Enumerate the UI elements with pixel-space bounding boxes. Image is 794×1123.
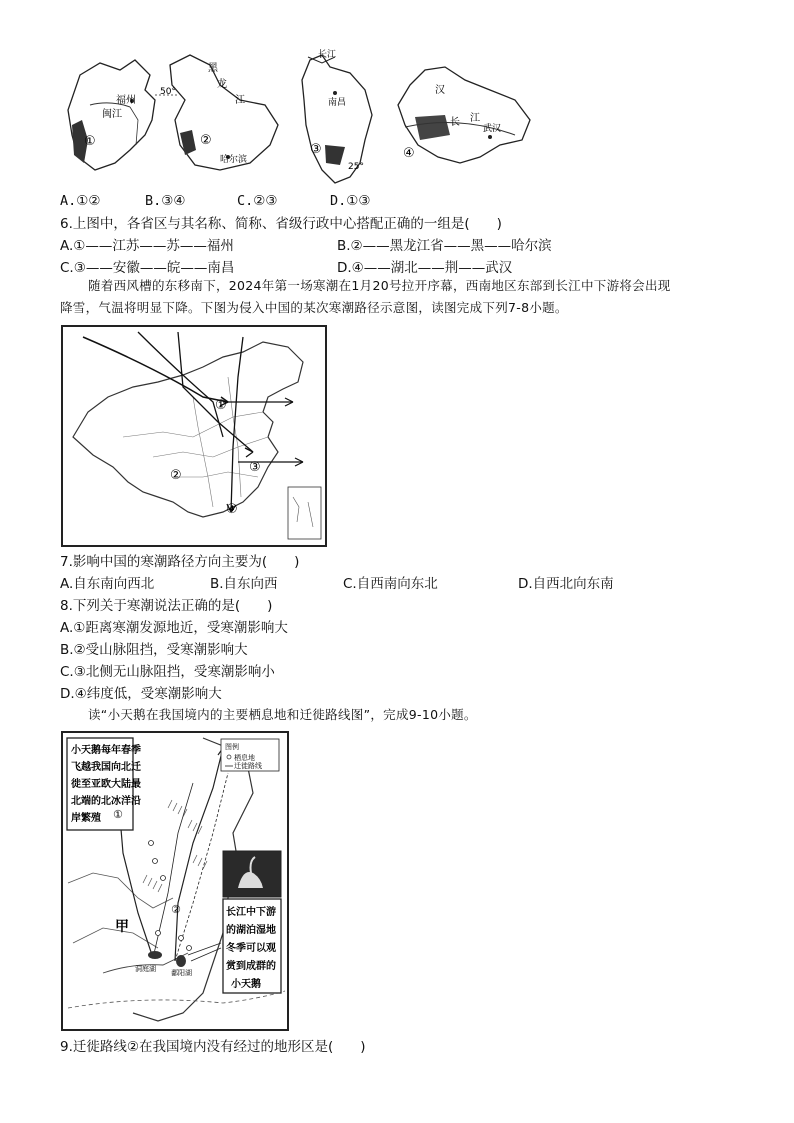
province-1-label-river: 闽江 (102, 109, 122, 120)
province-maps-svg (60, 45, 550, 190)
province-3-label-river: 长江 (318, 50, 337, 60)
q7-option-a: A.自东南向西北 (60, 576, 155, 592)
province-2-label-long: 龙 (217, 79, 227, 90)
intro-9-10: 读“小天鹅在我国境内的主要栖息地和迁徙路线图”，完成9-10小题。 (88, 707, 477, 722)
q7-stem: 7.影响中国的寒潮路径方向主要为( ) (60, 554, 300, 570)
swan-legend-title: 图例 (225, 743, 239, 751)
q7-option-c: C.自西南向东北 (343, 576, 438, 592)
swan-callout-bottom-line2: 的湖泊湿地 (226, 925, 276, 936)
province-3-label-lat: 25° (348, 162, 364, 172)
cold-wave-number-2: ② (170, 468, 182, 483)
cold-wave-number-3: ③ (249, 460, 261, 475)
q5-option-c: C.②③ (237, 193, 278, 209)
province-4-label-han: 汉 (435, 85, 445, 96)
swan-callout-top-line4: 北端的北冰洋沿 (71, 796, 141, 807)
swan-callout-bottom-line4: 赏到成群的 (226, 961, 276, 972)
swan-callout-bottom-line3: 冬季可以观 (226, 943, 276, 954)
swan-callout-bottom-line5: 小天鹅 (231, 979, 261, 990)
cold-wave-number-1: ① (215, 398, 227, 413)
province-3-label-capital: 南昌 (328, 98, 347, 108)
swan-lake-dongting: 洞庭湖 (135, 965, 156, 973)
swan-place-jia: 甲 (115, 919, 129, 935)
swan-migration-map (61, 731, 289, 1031)
province-2-label-jiang: 江 (235, 95, 245, 106)
q6-option-b: B.②——黑龙江省——黑——哈尔滨 (337, 238, 552, 254)
q5-option-a: A.①② (60, 193, 101, 209)
q6-stem: 6.上图中，各省区与其名称、简称、省级行政中心搭配正确的一组是( ) (60, 216, 502, 232)
province-4-number: ④ (403, 146, 415, 161)
swan-callout-top-line2: 飞越我国向北迁 (71, 762, 141, 773)
swan-photo (223, 851, 281, 897)
swan-route-number-2: ② (171, 903, 181, 916)
q8-option-a: A.①距离寒潮发源地近，受寒潮影响大 (60, 620, 288, 636)
province-map-3 (302, 49, 372, 183)
q7-option-d: D.自西北向东南 (518, 576, 614, 592)
province-2-label-lat: 50° (160, 87, 176, 97)
q6-option-c: C.③——安徽——皖——南昌 (60, 260, 235, 276)
province-2-number: ② (200, 133, 212, 148)
q7-option-b: B.自东向西 (210, 576, 278, 592)
cold-wave-map (61, 325, 327, 547)
swan-callout-bottom-line1: 长江中下游 (226, 907, 276, 918)
intro-7-8-line1: 随着西风槽的东移南下，2024年第一场寒潮在1月20号拉开序幕，西南地区东部到长江中下游将会出现 (88, 278, 671, 293)
q5-option-d: D.①③ (330, 193, 371, 209)
swan-route-number-1: ① (113, 808, 123, 821)
q8-option-d: D.④纬度低，受寒潮影响大 (60, 686, 222, 702)
swan-legend-habitat: 栖息地 (234, 754, 255, 762)
q8-option-b: B.②受山脉阻挡，受寒潮影响大 (60, 642, 248, 658)
swan-lake-poyang: 鄱阳湖 (171, 969, 192, 977)
q8-option-c: C.③北侧无山脉阻挡，受寒潮影响小 (60, 664, 275, 680)
province-4-label-jiang: 江 (470, 113, 480, 124)
province-3-number: ③ (310, 142, 322, 157)
province-2-label-hei: 黑 (208, 63, 218, 74)
swan-legend-route: 迁徙路线 (234, 762, 262, 770)
province-4-label-chang: 长 (450, 117, 460, 128)
province-maps-row (60, 45, 550, 190)
province-1-label-capital: 福州 (116, 95, 136, 106)
province-map-2 (155, 55, 278, 170)
swan-callout-top-line3: 徙至亚欧大陆最 (71, 779, 141, 790)
swan-callout-top-line1: 小天鹅每年春季 (71, 745, 141, 756)
q5-option-b: B.③④ (145, 193, 186, 209)
province-map-4 (398, 67, 530, 163)
cold-wave-number-4: ④ (226, 502, 238, 517)
q8-stem: 8.下列关于寒潮说法正确的是( ) (60, 598, 273, 614)
province-4-label-capital: 武汉 (483, 124, 502, 134)
intro-7-8-line2: 降雪，气温将明显下降。下图为侵入中国的某次寒潮路径示意图，读图完成下列7-8小题。 (60, 300, 568, 315)
q6-option-d: D.④——湖北——荆——武汉 (337, 260, 513, 276)
swan-callout-top-line5: 岸繁殖 (71, 813, 101, 824)
q9-stem: 9.迁徙路线②在我国境内没有经过的地形区是( ) (60, 1039, 366, 1055)
province-1-number: ① (84, 134, 96, 149)
province-map-1 (68, 60, 155, 170)
q6-option-a: A.①——江苏——苏——福州 (60, 238, 234, 254)
province-2-label-capital: 哈尔滨 (220, 155, 248, 165)
